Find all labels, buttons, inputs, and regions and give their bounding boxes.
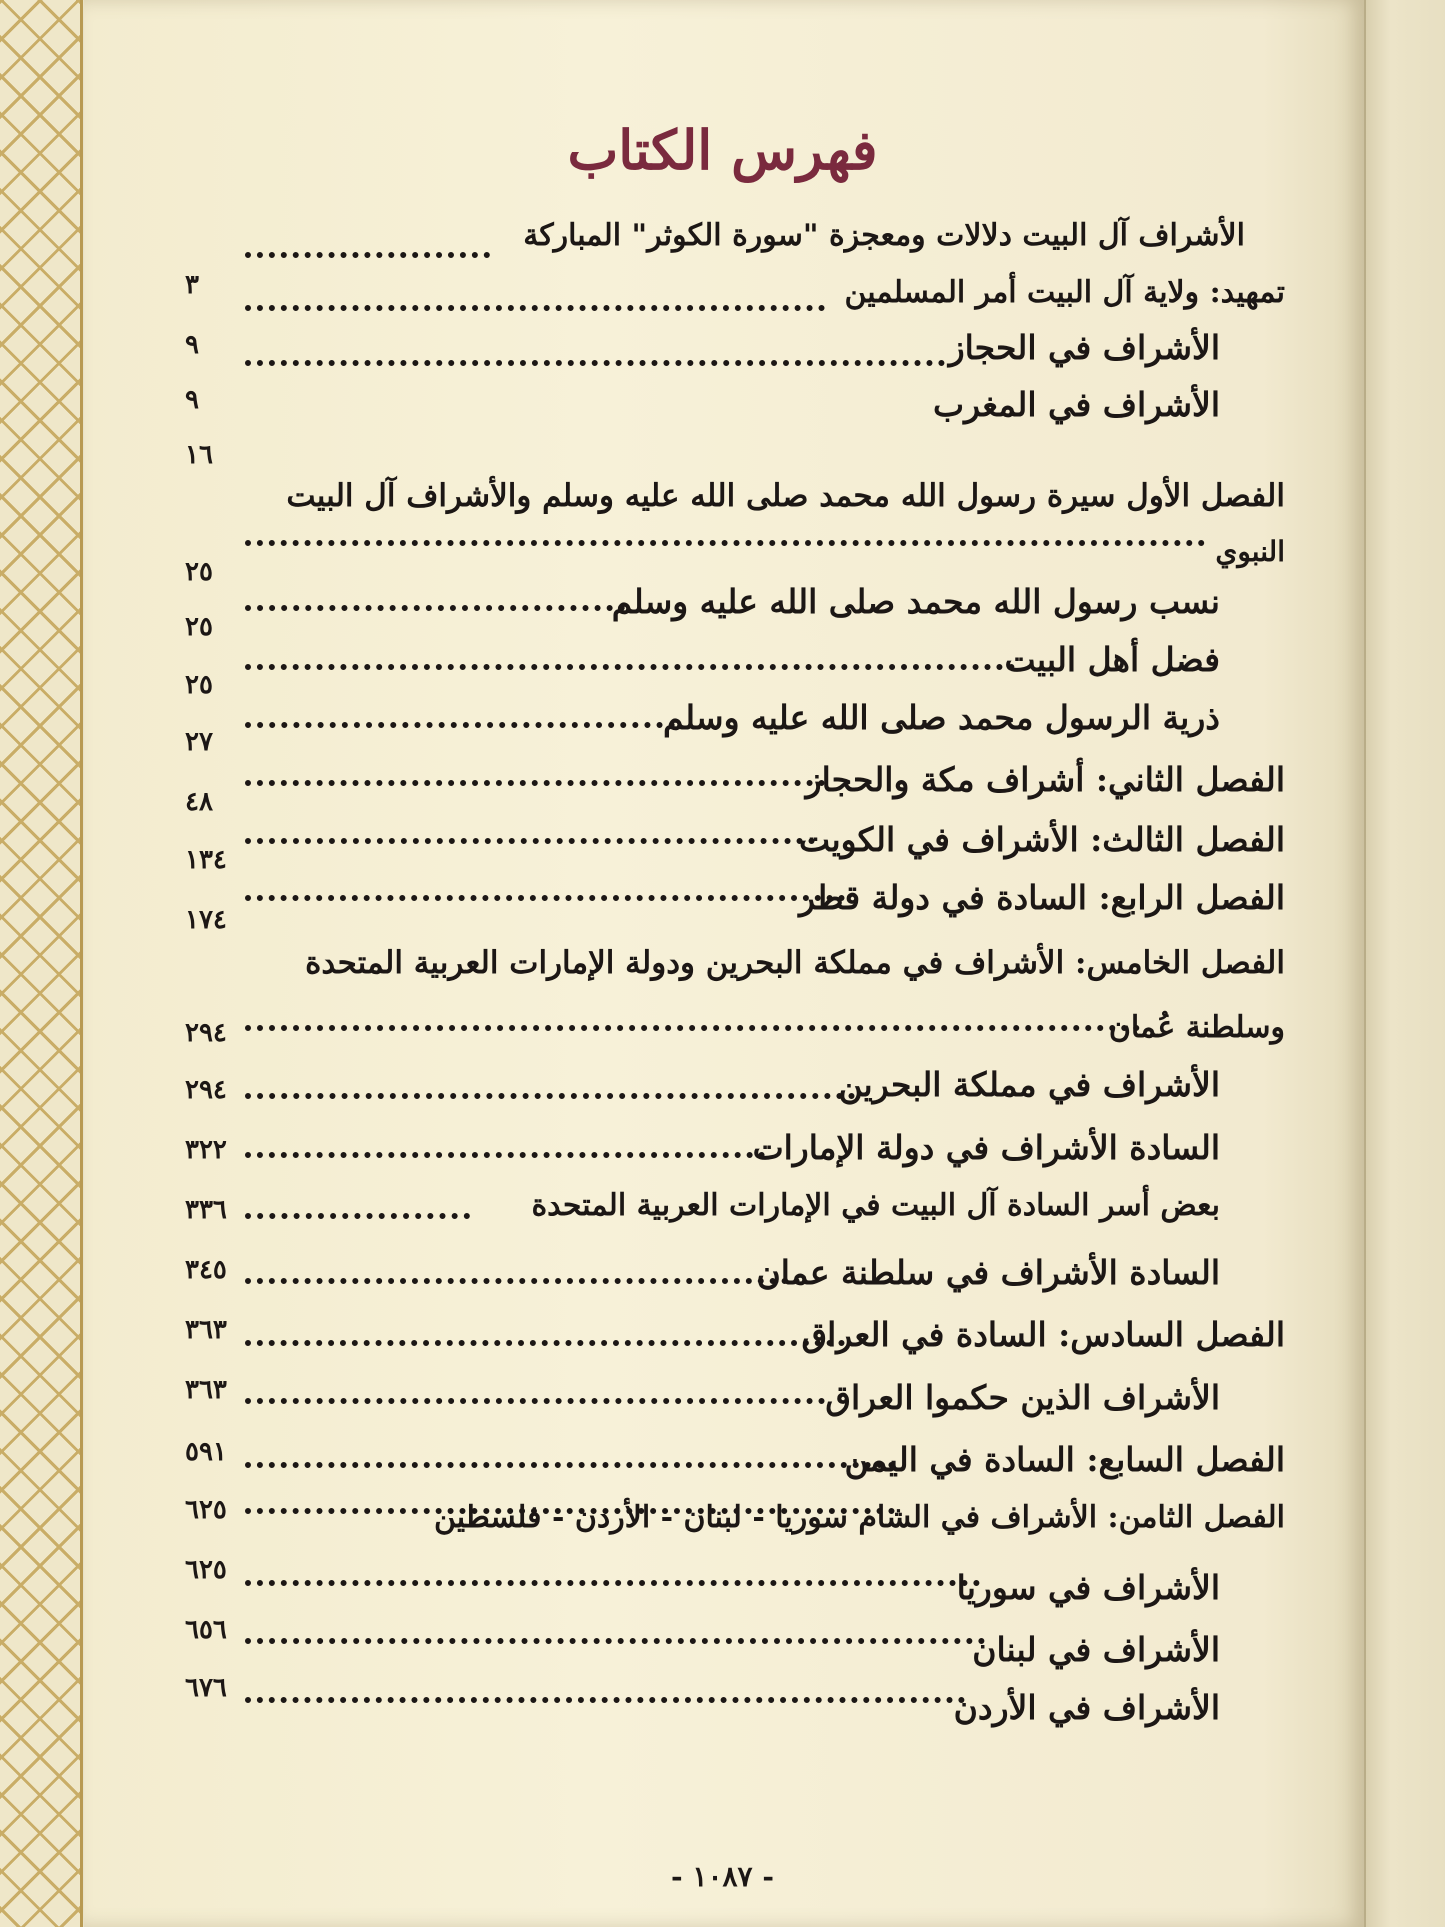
dot-leader xyxy=(245,1638,985,1644)
toc-page-number: ٣٣٦ xyxy=(185,1195,227,1225)
dot-leader xyxy=(245,1213,470,1219)
toc-page-number: ١٧٤ xyxy=(185,905,227,935)
toc-page-number: ٢٥ xyxy=(185,612,213,642)
dot-leader xyxy=(245,780,825,786)
page-number-footer: - ١٠٨٧ - xyxy=(671,1860,774,1893)
dot-leader xyxy=(245,1025,1140,1031)
dot-leader xyxy=(245,360,945,366)
toc-page-number: ١٦ xyxy=(185,440,213,470)
toc-label: الأشراف في مملكة البحرين xyxy=(838,1065,1220,1104)
toc-label: الأشراف الذين حكموا العراق xyxy=(825,1378,1220,1417)
toc-label: الفصل الثاني: أشراف مكة والحجاز xyxy=(805,760,1285,799)
toc-label: الأشراف في المغرب xyxy=(933,385,1220,424)
dot-leader xyxy=(245,1340,845,1346)
adjacent-page-edge xyxy=(1364,0,1445,1927)
toc-label: الأشراف آل البيت دلالات ومعجزة "سورة الكوثر" المباركة xyxy=(523,218,1245,253)
dot-leader xyxy=(245,1462,895,1468)
page-title: فهرس الكتاب xyxy=(567,118,878,182)
toc-page-number: ٢٩٤ xyxy=(185,1018,227,1048)
toc-page-number: ٦٧٦ xyxy=(185,1673,227,1703)
toc-label: الأشراف في لبنان xyxy=(972,1630,1220,1669)
toc-label: الفصل الثالث: الأشراف في الكويت xyxy=(799,820,1285,859)
toc-page-number: ٣٢٢ xyxy=(185,1135,227,1165)
toc-page-number: ٤٨ xyxy=(185,787,213,817)
dot-leader xyxy=(245,664,1015,670)
dot-leader xyxy=(245,1278,800,1284)
toc-label: الفصل الثامن: الأشراف في الشام سوريا - لبنان - الأردن - فلسطين xyxy=(433,1500,1285,1535)
toc-page-number: ٦٥٦ xyxy=(185,1615,227,1645)
toc-page-number: ٢٧ xyxy=(185,727,213,757)
toc-label: الفصل الخامس: الأشراف في مملكة البحرين ودولة الإمارات العربية المتحدة xyxy=(305,945,1285,981)
toc-label: الأشراف في الأردن xyxy=(953,1688,1220,1727)
dot-leader xyxy=(245,1697,965,1703)
toc-label: تمهيد: ولاية آل البيت أمر المسلمين xyxy=(844,275,1285,310)
dot-leader xyxy=(245,605,625,611)
toc-page-number: ٢٥ xyxy=(185,557,213,587)
toc-page-number: ٣٦٣ xyxy=(185,1375,227,1405)
toc-label: الأشراف في سوريا xyxy=(956,1568,1220,1607)
dot-leader xyxy=(245,1580,980,1586)
toc-label: الأشراف في الحجاز xyxy=(948,328,1220,367)
dot-leader xyxy=(245,895,845,901)
toc-label: السادة الأشراف في سلطنة عمان xyxy=(756,1253,1220,1292)
dot-leader xyxy=(245,722,675,728)
toc-page-number: ٣٤٥ xyxy=(185,1255,227,1285)
toc-label: الفصل الأول سيرة رسول الله محمد صلى الله عليه وسلم والأشراف آل البيت xyxy=(286,478,1285,514)
dot-leader xyxy=(245,1398,825,1404)
toc-page-number: ٢٥ xyxy=(185,670,213,700)
toc-label: وسلطنة عُمان xyxy=(1108,1010,1285,1045)
toc-page-number: ٥٩١ xyxy=(185,1437,227,1467)
dot-leader xyxy=(245,540,1205,546)
toc-label: بعض أسر السادة آل البيت في الإمارات العربية المتحدة xyxy=(531,1188,1220,1223)
toc-label: النبوي xyxy=(1215,535,1285,568)
toc-page-number: ١٣٤ xyxy=(185,845,227,875)
toc-page-number: ٣ xyxy=(185,270,199,300)
toc-page-number: ٩ xyxy=(185,385,199,415)
toc-page-number: ٢٩٤ xyxy=(185,1075,227,1105)
toc-page-number: ٦٢٥ xyxy=(185,1495,227,1525)
dot-leader xyxy=(245,1093,855,1099)
toc-label: السادة الأشراف في دولة الإمارات xyxy=(752,1128,1220,1167)
dot-leader xyxy=(245,1152,765,1158)
toc-label: الفصل السابع: السادة في اليمن xyxy=(844,1440,1285,1479)
toc-label: فضل أهل البيت xyxy=(1004,640,1220,679)
dot-leader xyxy=(245,838,815,844)
toc-label: نسب رسول الله محمد صلى الله عليه وسلم xyxy=(611,582,1220,621)
toc-label: الفصل السادس: السادة في العراق xyxy=(801,1315,1285,1354)
toc-page-number: ٣٦٣ xyxy=(185,1315,227,1345)
toc-label: ذرية الرسول محمد صلى الله عليه وسلم xyxy=(663,698,1220,737)
decorative-lattice-border xyxy=(0,0,83,1927)
toc-label: الفصل الرابع: السادة في دولة قطر xyxy=(799,878,1285,917)
dot-leader xyxy=(245,252,490,258)
toc-page-number: ٩ xyxy=(185,330,199,360)
toc-page-number: ٦٢٥ xyxy=(185,1555,227,1585)
dot-leader xyxy=(245,305,825,311)
